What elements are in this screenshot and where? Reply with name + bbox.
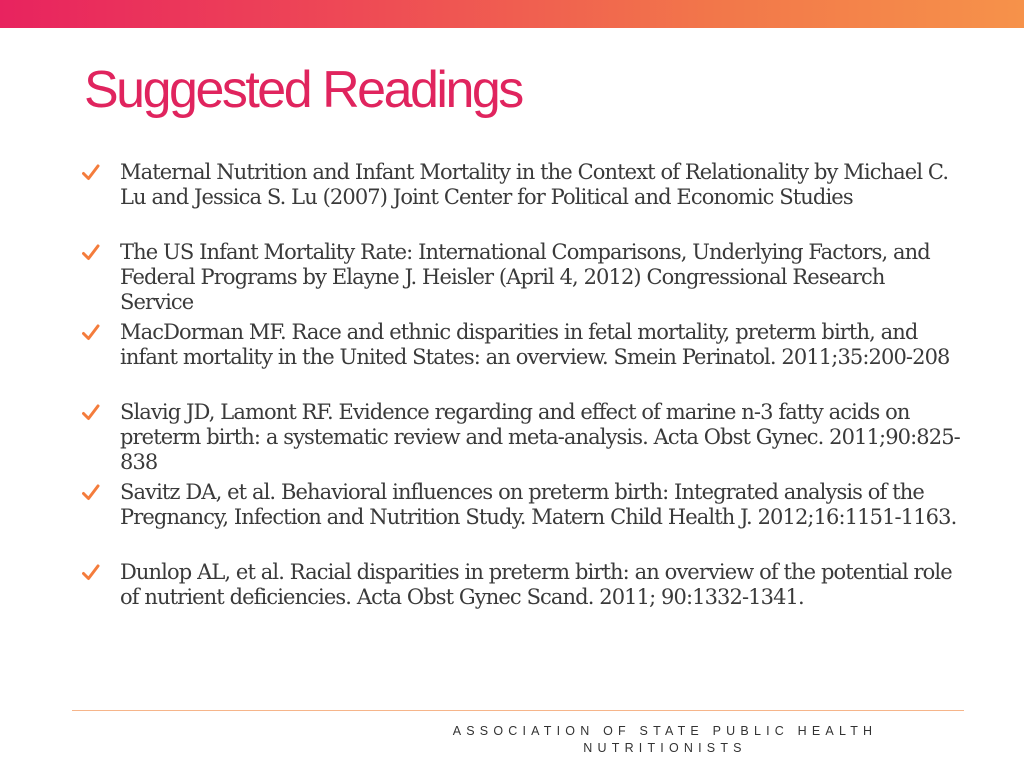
check-icon	[82, 164, 100, 182]
footer-divider	[72, 710, 964, 711]
footer-organization: ASSOCIATION OF STATE PUBLIC HEALTH NUTRITIONISTS	[452, 724, 878, 755]
check-icon	[82, 564, 100, 582]
list-item	[82, 240, 962, 320]
list-item	[82, 560, 962, 640]
list-item	[82, 480, 962, 560]
check-icon	[82, 484, 100, 502]
check-icon	[82, 324, 100, 342]
top-gradient-bar	[0, 0, 1024, 28]
reading-text: Dunlop AL, et al. Racial disparities in preterm birth: an overview of the potential role of nutrient deficiencies. Acta Obst Gynec Scand. 2011; 90:1332-1341.	[120, 560, 952, 609]
reading-text: The US Infant Mortality Rate: International Comparisons, Underlying Factors, and Federal Programs by Elayne J. Heisler (April 4, 2012) Congressional Research Service	[120, 240, 930, 314]
reading-text: Slavig JD, Lamont RF. Evidence regarding and effect of marine n-3 fatty acids on preterm birth: a systematic review and meta-analysis. Acta Obst Gynec. 2011;90:825-838	[120, 400, 960, 474]
reading-text: Savitz DA, et al. Behavioral influences on preterm birth: Integrated analysis of the Pregnancy, Infection and Nutrition Study. Matern Child Health J. 2012;16:1151-1163.	[120, 480, 957, 529]
readings-list	[82, 160, 962, 640]
reading-text: Maternal Nutrition and Infant Mortality in the Context of Relationality by Michael C. Lu and Jessica S. Lu (2007) Joint Center for Political and Economic Studies	[120, 160, 949, 209]
check-icon	[82, 244, 100, 262]
list-item	[82, 320, 962, 400]
list-item	[82, 400, 962, 480]
list-item	[82, 160, 962, 240]
check-icon	[82, 404, 100, 422]
reading-text: MacDorman MF. Race and ethnic disparities in fetal mortality, preterm birth, and infant mortality in the United States: an overview. Smein Perinatol. 2011;35:200-208	[120, 320, 950, 369]
page-title: Suggested Readings	[84, 61, 522, 119]
